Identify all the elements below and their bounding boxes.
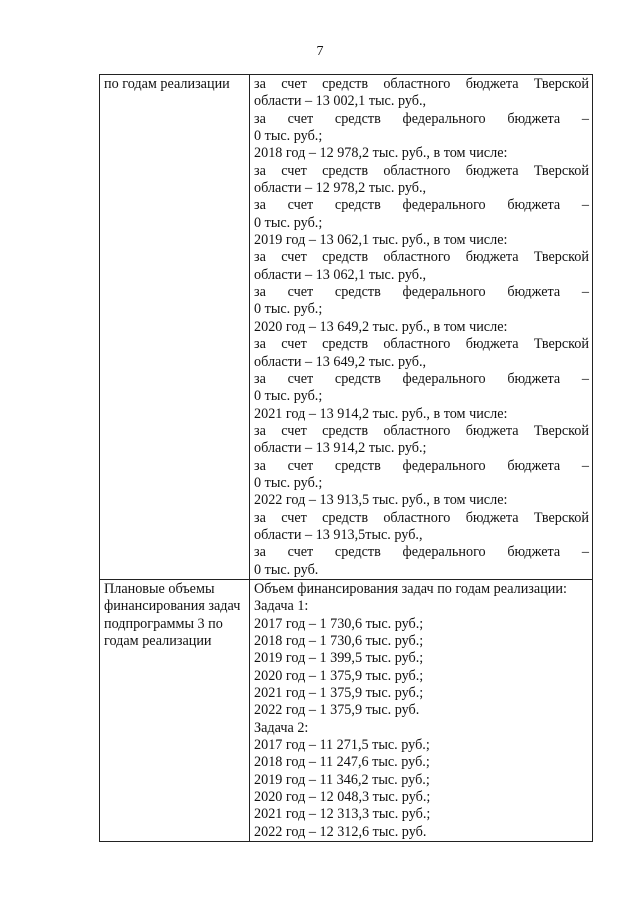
value-line: 2021 год – 12 313,3 тыс. руб.; bbox=[254, 806, 431, 823]
table-row bbox=[100, 75, 593, 580]
value-line: 2021 год – 1 375,9 тыс. руб.; bbox=[254, 685, 424, 702]
value-line: 2020 год – 1 375,9 тыс. руб.; bbox=[254, 667, 424, 684]
page-number: 7 bbox=[316, 44, 324, 59]
value-line: 0 тыс. руб.; bbox=[254, 388, 323, 405]
passport-table bbox=[99, 74, 593, 842]
row-value bbox=[250, 579, 593, 841]
value-line: Задача 2: bbox=[254, 719, 309, 736]
value-line: 2022 год – 12 312,6 тыс. руб. bbox=[254, 823, 427, 840]
value-line: 2021 год – 13 914,2 тыс. руб., в том числе: bbox=[254, 405, 508, 422]
value-line: Объем финансирования задач по годам реализации: bbox=[254, 580, 567, 597]
value-line: 2018 год – 11 247,6 тыс. руб.; bbox=[254, 754, 430, 771]
value-line: Задача 1: bbox=[254, 598, 309, 615]
table-body bbox=[100, 75, 593, 842]
value-line: 2020 год – 12 048,3 тыс. руб.; bbox=[254, 789, 431, 806]
value-line: области – 13 913,5тыс. руб., bbox=[254, 526, 423, 543]
value-line: области – 12 978,2 тыс. руб., bbox=[254, 180, 427, 197]
value-line: области – 13 002,1 тыс. руб., bbox=[254, 93, 427, 110]
row-label: по годам реализации bbox=[100, 75, 250, 580]
value-line: 2020 год – 13 649,2 тыс. руб., в том числе: bbox=[254, 318, 508, 335]
row-label: Плановые объемы финансирования задач подпрограммы 3 по годам реализации bbox=[100, 579, 250, 841]
value-line: области – 13 914,2 тыс. руб.; bbox=[254, 440, 427, 457]
value-line: за счет средств федерального бюджета – bbox=[254, 370, 589, 387]
value-line: 0 тыс. руб. bbox=[254, 561, 319, 578]
value-line: 2022 год – 1 375,9 тыс. руб. bbox=[254, 702, 420, 719]
value-line: 2017 год – 11 271,5 тыс. руб.; bbox=[254, 737, 430, 754]
value-line: за счет средств областного бюджета Тверской bbox=[254, 336, 589, 353]
value-line: за счет средств федерального бюджета – bbox=[254, 457, 589, 474]
value-line: за счет средств федерального бюджета – bbox=[254, 197, 589, 214]
value-line: 2019 год – 11 346,2 тыс. руб.; bbox=[254, 771, 430, 788]
value-line: 0 тыс. руб.; bbox=[254, 214, 323, 231]
value-line: 2018 год – 1 730,6 тыс. руб.; bbox=[254, 633, 424, 649]
value-line: 0 тыс. руб.; bbox=[254, 128, 323, 145]
value-line: 0 тыс. руб.; bbox=[254, 474, 323, 491]
value-line: 2022 год – 13 913,5 тыс. руб., в том числе: bbox=[254, 492, 508, 509]
value-line: 2019 год – 13 062,1 тыс. руб., в том числе: bbox=[254, 232, 508, 249]
value-line: за счет средств областного бюджета Тверской bbox=[254, 162, 589, 179]
value-line: 2018 год – 12 978,2 тыс. руб., в том числе: bbox=[254, 145, 508, 162]
value-line: за счет средств федерального бюджета – bbox=[254, 284, 589, 301]
value-line: 0 тыс. руб.; bbox=[254, 301, 323, 318]
value-line: 2017 год – 1 730,6 тыс. руб.; bbox=[254, 615, 424, 632]
value-line: за счет средств областного бюджета Тверской bbox=[254, 422, 589, 439]
value-line: области – 13 649,2 тыс. руб., bbox=[254, 353, 427, 370]
value-line: за счет средств федерального бюджета – bbox=[254, 544, 589, 561]
value-line: за счет средств областного бюджета Тверской bbox=[254, 76, 589, 92]
value-line: за счет средств федерального бюджета – bbox=[254, 110, 589, 127]
value-line: за счет средств областного бюджета Тверской bbox=[254, 509, 589, 526]
value-line: за счет средств областного бюджета Тверской bbox=[254, 249, 589, 266]
table-row bbox=[100, 579, 593, 841]
value-line: 2019 год – 1 399,5 тыс. руб.; bbox=[254, 650, 424, 667]
value-line: области – 13 062,1 тыс. руб., bbox=[254, 266, 427, 283]
row-value bbox=[250, 75, 593, 580]
